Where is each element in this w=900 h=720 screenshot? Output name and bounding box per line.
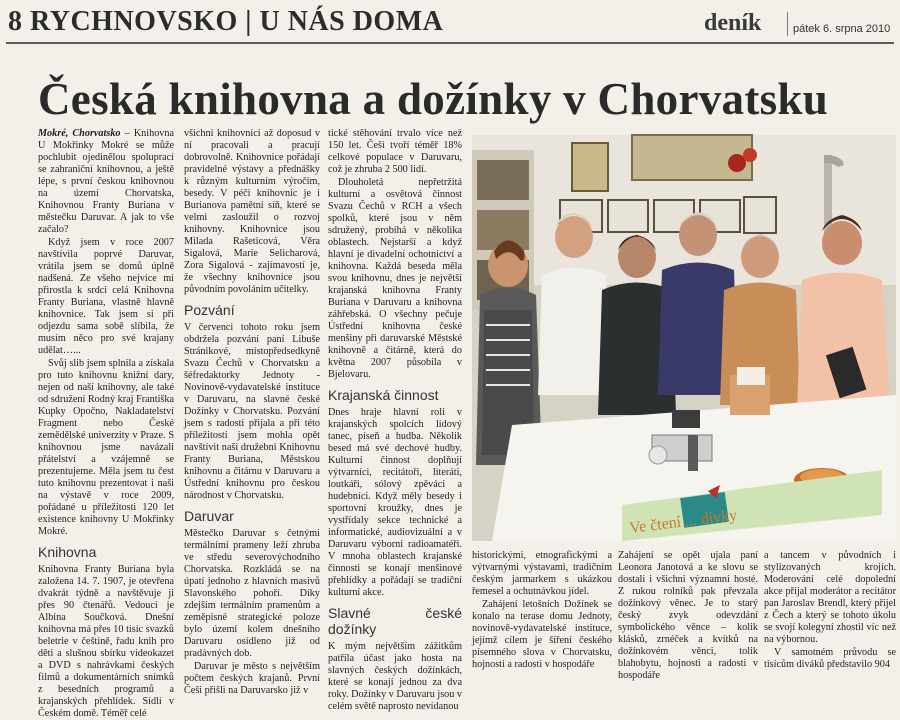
paragraph: Zahájení letošních Dožínek se konalo na terase domu Jednoty, novinově-vydavatelské instituce, jejímž cílem je šíření českého písemného slova v Chorvatsku, hojnosti a radosti v hospodáře <box>472 599 612 670</box>
article-column-3 <box>328 128 463 712</box>
paragraph: V červenci tohoto roku jsem obdržela pozvání paní Libuše Stránikové, místopředsedkyně Svazu Čechů v Chorvatsku a šéfredaktorky Jednoty - Novinově-vydavatelské instituce v Daruvaru, na slavné české Dožínky v Chorvatsku. Pozvání jsem s radostí přijala a při této příležitosti jsem mohla opět navštívit naši družební Knihovnu Franty Buriana, Městskou knihovnu a čitárnu v Daruvaru a Ústřední knihovnu pro českou národnost v Chorvatsku. <box>184 322 320 501</box>
paragraph: Knihovna Franty Buriana byla založena 14. 7. 1907, je otevřena dvakrát týdně a navštěvuje ji přes 90 čtenářů. Vedoucí je Albína Součková. Dnešní knihovna má přes 10 tisíc svazků beletrie v češtině, řadu knih pro děti a slušnou sbírku videokazet a DVD s nahrávkami českých filmů a dokumentárních snímků z besedních programů a krajanských přehlídek. Sídlí v Českém domě. Téměř celé <box>38 564 174 719</box>
paragraph: Dlouholetá nepřetržitá kulturní a osvětová činnost Svazu Čechů v RCH a všech spolků, které jsou v něm sdružený, probíhá v několika oblastech. Nejstarší a když hlavní je divadelní ochotnictví a knihovna. Každá beseda měla svou knihovnu, dnes je největší krajanská knihovna Franty Buriana v Daruvaru a knihovna záhřebská. O všechny pečuje Ústřední knihovna české menšiny při daruvarské Městské knihovně a čitárně, která do května 2007 působila v Bjelovaru. <box>328 177 462 380</box>
paragraph: Daruvar je město s největším počtem českých krajanů. První Češi přišli na Daruvarsko již v <box>184 661 320 696</box>
banner-text: Ve čtení ... dívky <box>628 506 739 537</box>
subheading-daruvar: Daruvar <box>184 508 234 524</box>
paragraph: V samotném průvodu se tisícům diváků představilo 904 <box>764 647 896 670</box>
dateline: Mokré, Chorvatsko <box>38 128 121 139</box>
article-column-4 <box>472 550 612 670</box>
header-divider <box>787 12 788 36</box>
article-photo <box>472 135 896 541</box>
subheading-krajanska-cinnost: Krajanská činnost <box>328 387 439 403</box>
subheading-pozvani: Pozvání <box>184 302 235 318</box>
page-header <box>0 0 900 44</box>
framed-picture <box>572 143 608 191</box>
paragraph: K mým největším zážitkům patřila účast jako hosta na slavných českých dožínkách, které se konají jednou za dva roky. Dožínky v Daruvaru jsou v celém světě naprosto nevídanou <box>328 641 463 712</box>
paragraph <box>38 128 174 236</box>
paragraph: všichni knihovníci až doposud v ní pracovali a pracují dobrovolně. Knihovnice pořádají pravidelné výstavy a přednášky k různým kulturním výročím, besedy. V péči knihovnic je i Burianova pamětní síň, které se velmi zasloužil o rozvoj knihovny. Knihovnice jsou Milada Rašeticová, Věra Sigalová, Marie Selicharová, Zora Sigalová - zajímavostí je, že všechny knihovnice jsou původním povoláním učitelky. <box>184 128 320 295</box>
paragraph: Svůj slib jsem splnila a získala pro tuto knihovnu knižní dary, nejen od naší knihovny, ale také od sdružení Rodný kraj Františka Kupky Opočno, Nakladatelství Fragment nebo České zemědělské univerzity v Praze. S knihovnou jsme navázali přátelství a vzájemně se prezentujeme. Měla jsem tu čest tuto knihovnu prezentovat i naši na výstavě v roce 2009, pořádané u příležitosti 120 let existence knihovny U Mokřinky Mokré. <box>38 358 174 537</box>
paragraph-text: – Knihovna U Mokřinky Mokré se může pochlubit ojedinělou spoluprací se zahraniční knihovnou, a ještě lépe, s první českou knihovnou na území Chorvatska, Knihovnou Franty Buriana v městečku Daruvar. A jak to vše začalo? <box>38 128 174 235</box>
paragraph: tické stěhování trvalo více než 150 let. Češi tvoří téměř 18% celkové populace v Daruvaru, což je zhruba 2 500 lidí. <box>328 128 462 175</box>
subheading-slavne-dozinky: Slavné české dožínky <box>328 605 462 637</box>
article-column-1 <box>38 128 174 719</box>
header-rule <box>6 42 894 44</box>
brand-logo: deník <box>704 10 762 36</box>
article-column-2 <box>184 128 320 696</box>
paragraph: Dnes hraje hlavní roli v krajanských spolcích lidový tanec, píseň a hudba. Několik besed má své dechové hudby. Kulturní činnost doplňují výtvarníci, recitátoři, literáti, loutkáři, sólový zpěváci a hudebníci. Když měly besedy i sportovní kroužky, dnes je vystřídaly sekce technické a informatické, audiovizuální a v Daruvaru výborní radioamatéři. V mnoha oblastech krajanské činnosti se konají menšinové přehlídky a pořádají se tradiční kulturní akce. <box>328 407 462 598</box>
article-headline: Česká knihovna a dožínky v Chorvatsku <box>38 74 829 124</box>
paragraph: Když jsem v roce 2007 navštívila poprvé Daruvar, vrátila jsem se domů úplně nadšená. Ze všeho nejvíce mi přirostla k srdci celá Knihovna Franty Buriana, vlastně hlavně knihovnice. Tak jsem si při odjezdu sama sobě slíbila, že musím něco pro své krajany udělat…... <box>38 237 174 356</box>
article-column-5 <box>618 550 758 681</box>
group-photo-illustration <box>472 135 896 541</box>
subheading-knihovna: Knihovna <box>38 544 97 560</box>
paragraph: historickými, etnografickými a výtvarnými výstavami, tradičním českým jarmarkem s ukázkou řemesel a ochutnávkou jídel. <box>472 550 612 597</box>
issue-date: pátek 6. srpna 2010 <box>793 23 891 35</box>
section-title: 8 RYCHNOVSKO | U NÁS DOMA <box>8 6 444 37</box>
paragraph: Městečko Daruvar s četnými termálními prameny leží zhruba ve středu severovýchodního Chorvatska. Rozkládá se na úpatí jednoho z hlavních masivů Slavonského pohoří. Díky zdejším termálním pramenům a zeměpisné strategické poloze bylo území kolem dnešního Daruvaru osídleno již od pradávných dob. <box>184 528 320 659</box>
article-column-6 <box>764 550 896 670</box>
paragraph: Zahájení se opět ujala paní Leonora Janotová a ke slovu se dostali i všichni významní hosté. Z rukou rolníků pak převzala dožínkový věnec. Je to starý český zvyk odevzdání symbolického věnce – kolik klásků, zrnéček a kvítků na dožínkovém věnci, tolik blahobytu, hojnosti a radosti v hospodáře <box>618 550 758 681</box>
paragraph: a tancem v původních i stylizovaných krojích. Moderování celé dopolední akce přijal moderátor a recitátor pan Jaroslav Brendl, který přijel z Čech a který se tohoto úkolu se svojí kolegyní zhostil víc než na výbornou. <box>764 550 896 645</box>
